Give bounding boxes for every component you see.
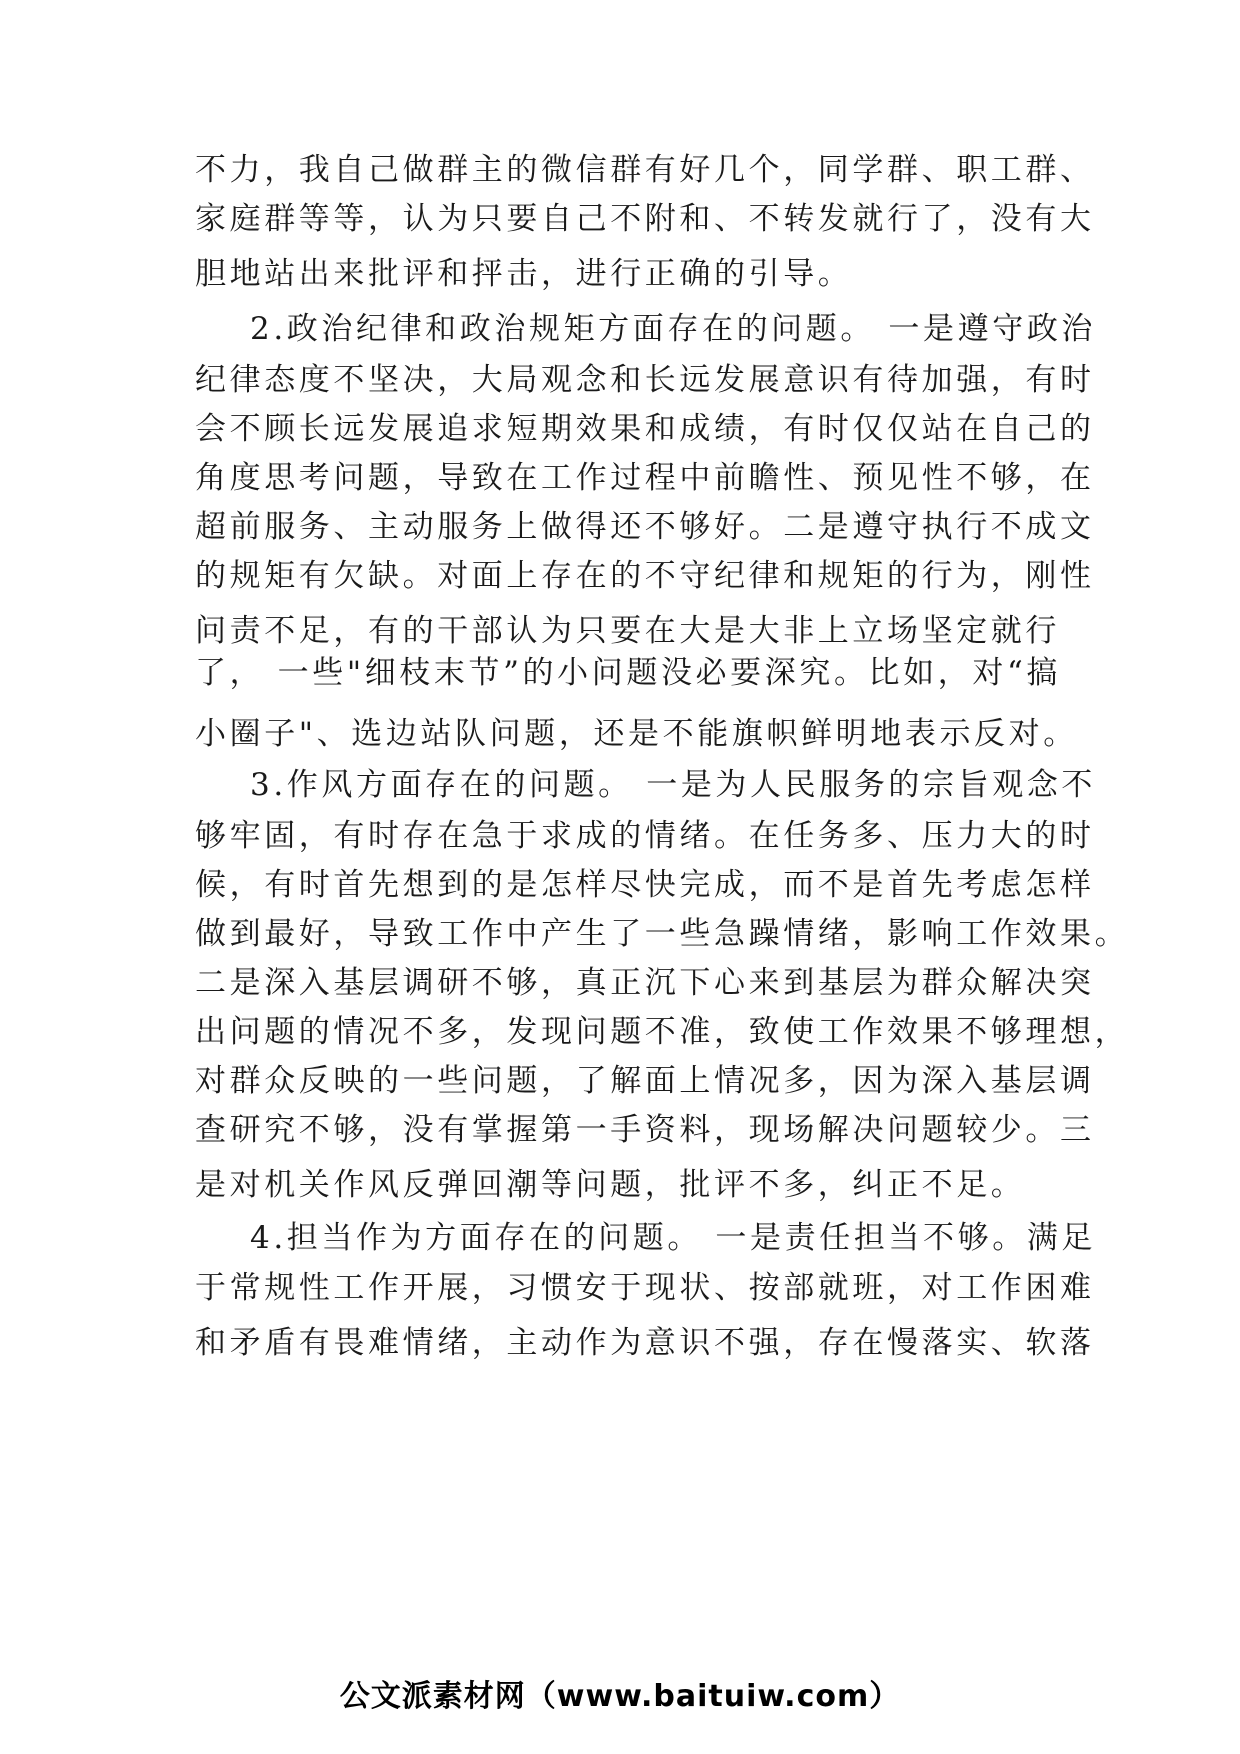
text-line: 够牢固，有时存在急于求成的情绪。在任务多、压力大的时 <box>195 818 1095 854</box>
text-line: 候，有时首先想到的是怎样尽快完成，而不是首先考虑怎样 <box>195 867 1095 903</box>
text-line: 角度思考问题，导致在工作过程中前瞻性、预见性不够，在 <box>195 460 1095 496</box>
paragraph-heading-4: 4.担当作为方面存在的问题。 一是责任担当不够。满足 <box>250 1220 1097 1256</box>
text-line: 问责不足，有的干部认为只要在大是大非上立场坚定就行 <box>195 613 1060 649</box>
text-line: 了， 一些"细枝末节”的小问题没必要深究。比如，对“搞 <box>195 655 1062 691</box>
text-line: 超前服务、主动服务上做得还不够好。二是遵守执行不成文 <box>195 509 1095 545</box>
footer-watermark: 公文派素材网（www.baituiw.com） <box>339 1679 901 1714</box>
paragraph-heading-2: 2.政治纪律和政治规矩方面存在的问题。 一是遵守政治 <box>250 311 1097 347</box>
text-line: 会不顾长远发展追求短期效果和成绩，有时仅仅站在自己的 <box>195 411 1095 447</box>
text-line: 小圈子"、选边站队问题，还是不能旗帜鲜明地表示反对。 <box>195 716 1078 752</box>
text-line: 做到最好，导致工作中产生了一些急躁情绪，影响工作效果。 <box>195 916 1130 952</box>
text-line: 不力，我自己做群主的微信群有好几个，同学群、职工群、 <box>195 152 1095 188</box>
text-line: 出问题的情况不多，发现问题不准，致使工作效果不够理想， <box>195 1014 1130 1050</box>
text-line: 查研究不够，没有掌握第一手资料，现场解决问题较少。三 <box>195 1112 1095 1148</box>
text-line: 胆地站出来批评和抨击，进行正确的引导。 <box>195 256 853 292</box>
text-line: 和矛盾有畏难情绪，主动作为意识不强，存在慢落实、软落 <box>195 1325 1095 1361</box>
text-line: 家庭群等等，认为只要自己不附和、不转发就行了，没有大 <box>195 201 1095 237</box>
text-line: 于常规性工作开展，习惯安于现状、按部就班，对工作困难 <box>195 1270 1095 1306</box>
text-line: 的规矩有欠缺。对面上存在的不守纪律和规矩的行为，刚性 <box>195 558 1095 594</box>
paragraph-heading-3: 3.作风方面存在的问题。 一是为人民服务的宗旨观念不 <box>250 767 1097 803</box>
text-line: 是对机关作风反弹回潮等问题，批评不多，纠正不足。 <box>195 1167 1026 1203</box>
text-line: 二是深入基层调研不够，真正沉下心来到基层为群众解决突 <box>195 965 1095 1001</box>
text-line: 对群众反映的一些问题，了解面上情况多，因为深入基层调 <box>195 1063 1095 1099</box>
text-line: 纪律态度不坚决，大局观念和长远发展意识有待加强，有时 <box>195 362 1095 398</box>
